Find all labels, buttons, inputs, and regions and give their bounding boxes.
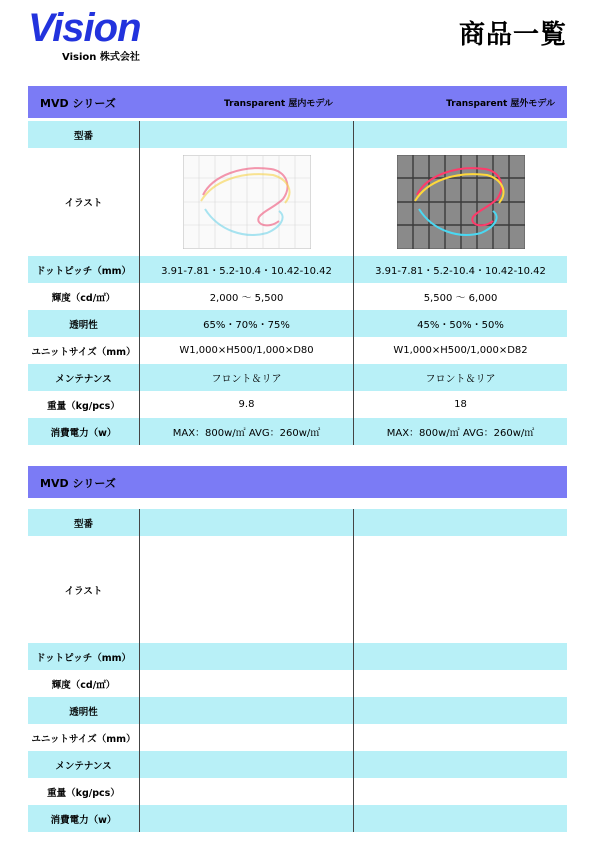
row-label: 輝度（cd/㎡）: [28, 670, 140, 697]
brand-wordmark: Vision: [28, 6, 141, 50]
brand-company-name: Vision 株式会社: [62, 52, 140, 63]
table-row: [28, 310, 567, 337]
table-row: [28, 536, 567, 643]
table-row: [28, 751, 567, 778]
value-cell: [140, 670, 354, 697]
dot-pitch-indoor: 3.91-7.81・5.2-10.4・10.42-10.42: [140, 256, 354, 283]
brightness-outdoor: 5,500 ～ 6,000: [423, 293, 498, 304]
value-cell: [354, 724, 568, 751]
power-outdoor: MAX：800w/㎡ AVG：260w/㎡: [354, 418, 568, 445]
unit-size-outdoor: W1,000×H500/1,000×D82: [393, 345, 528, 356]
weight-indoor: 9.8: [140, 391, 354, 418]
table-row: [28, 337, 567, 364]
value-cell: [354, 643, 568, 670]
illustration-indoor: [140, 148, 354, 256]
row-label: 重量（kg/pcs）: [28, 778, 140, 805]
row-label: 消費電力（w）: [28, 805, 140, 832]
table-row: [28, 283, 567, 310]
brightness-indoor: 2,000 ～ 5,500: [140, 283, 354, 310]
indoor-panel-illustration: [183, 155, 311, 249]
value-cell: [140, 697, 354, 724]
series-name: MVD シリーズ: [40, 477, 116, 490]
value-cell: [140, 724, 354, 751]
value-cell: [354, 670, 568, 697]
value-cell: [354, 778, 568, 805]
table-row: [28, 724, 567, 751]
value-cell: [354, 536, 568, 643]
value-cell: [140, 643, 354, 670]
outdoor-panel-illustration: [397, 155, 525, 249]
row-label: イラスト: [28, 536, 140, 643]
table-row: [28, 391, 567, 418]
product-section-1: [28, 86, 567, 445]
value-cell: [354, 509, 568, 536]
spec-table: [28, 121, 567, 445]
weight-outdoor: 18: [454, 399, 467, 410]
value-cell: [140, 509, 354, 536]
spec-table: [28, 509, 567, 832]
series-name: MVD シリーズ: [40, 97, 116, 110]
model-number-outdoor: [354, 121, 568, 148]
row-label: ユニットサイズ（mm）: [28, 724, 140, 751]
model-indoor-label: Transparent 屋内モデル: [224, 99, 333, 109]
table-row: [28, 509, 567, 536]
row-label: 輝度（cd/㎡）: [28, 283, 140, 310]
row-label: イラスト: [28, 148, 140, 256]
table-row: [28, 418, 567, 445]
table-row: [28, 121, 567, 148]
value-cell: [354, 805, 568, 832]
table-row: [28, 364, 567, 391]
row-label: 透明性: [28, 697, 140, 724]
maintenance-indoor: フロント＆リア: [140, 364, 354, 391]
row-label: ユニットサイズ（mm）: [28, 337, 140, 364]
value-cell: [140, 751, 354, 778]
table-row: [28, 697, 567, 724]
illustration-outdoor: [354, 148, 568, 256]
table-row: [28, 778, 567, 805]
brand-logo: [28, 6, 168, 63]
model-outdoor-label: Transparent 屋外モデル: [446, 99, 555, 109]
transparency-indoor: 65%・70%・75%: [140, 310, 354, 337]
section-header: [28, 466, 567, 498]
value-cell: [354, 751, 568, 778]
unit-size-indoor: W1,000×H500/1,000×D80: [140, 337, 354, 364]
table-row: [28, 670, 567, 697]
row-label: 透明性: [28, 310, 140, 337]
row-label: 重量（kg/pcs）: [28, 391, 140, 418]
maintenance-outdoor: フロント＆リア: [354, 364, 568, 391]
row-label: ドットピッチ（mm）: [28, 643, 140, 670]
table-row: [28, 643, 567, 670]
value-cell: [140, 805, 354, 832]
table-row: [28, 148, 567, 256]
value-cell: [140, 778, 354, 805]
value-cell: [354, 697, 568, 724]
row-label: 型番: [28, 121, 140, 148]
model-number-indoor: [140, 121, 354, 148]
transparency-outdoor: 45%・50%・50%: [354, 310, 568, 337]
value-cell: [140, 536, 354, 643]
section-header: [28, 86, 567, 118]
table-row: [28, 805, 567, 832]
product-section-2: [28, 466, 567, 832]
row-label: メンテナンス: [28, 751, 140, 778]
row-label: メンテナンス: [28, 364, 140, 391]
row-label: 消費電力（w）: [28, 418, 140, 445]
page-title: 商品一覧: [458, 20, 567, 50]
row-label: 型番: [28, 509, 140, 536]
power-indoor: MAX：800w/㎡ AVG：260w/㎡: [140, 418, 354, 445]
dot-pitch-outdoor: 3.91-7.81・5.2-10.4・10.42-10.42: [354, 256, 568, 283]
row-label: ドットピッチ（mm）: [28, 256, 140, 283]
table-row: [28, 256, 567, 283]
